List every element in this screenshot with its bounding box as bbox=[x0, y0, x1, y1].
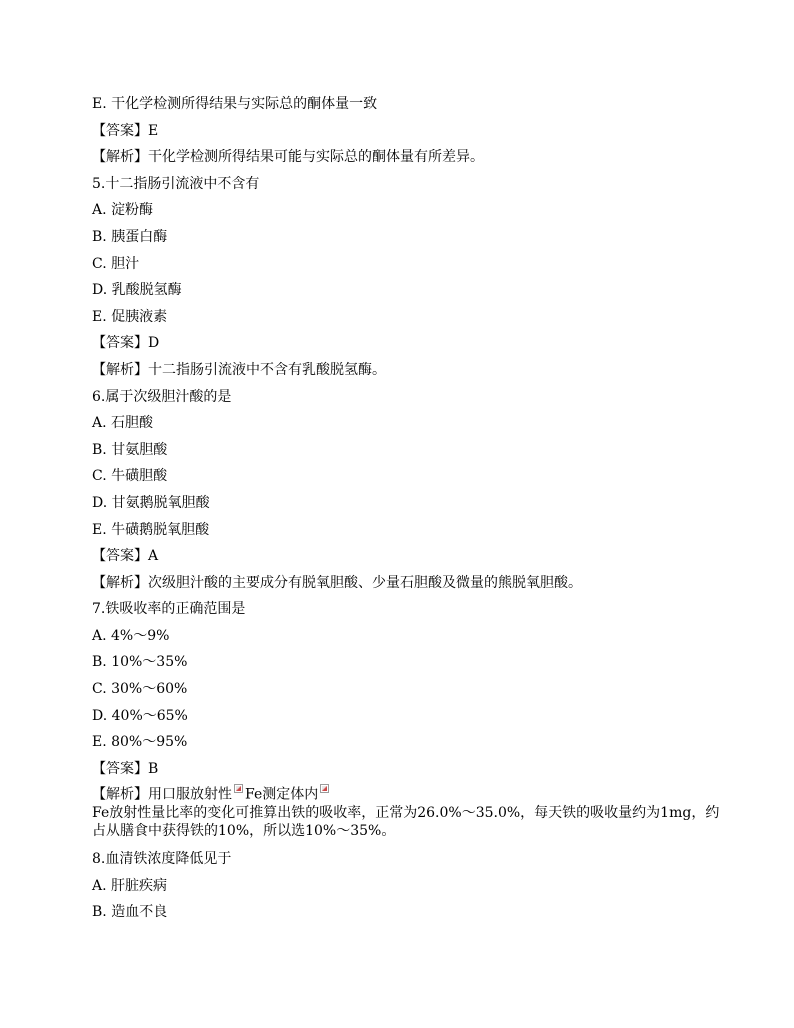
option-c-q7: C. 30%～60% bbox=[92, 681, 188, 698]
option-b-q8: B. 造血不良 bbox=[92, 904, 168, 921]
analysis-q5: 【解析】十二指肠引流液中不含有乳酸脱氢酶。 bbox=[92, 361, 386, 378]
broken-image-icon bbox=[234, 784, 243, 793]
option-d-q5: D. 乳酸脱氢酶 bbox=[92, 282, 182, 299]
option-e-q4: E. 干化学检测所得结果与实际总的酮体量一致 bbox=[92, 96, 378, 112]
option-a-q6: A. 石胆酸 bbox=[92, 415, 154, 432]
analysis-q7-part2: Fe测定体内 bbox=[245, 787, 319, 804]
option-b-q7: B. 10%～35% bbox=[92, 654, 188, 671]
answer-q4: 【答案】E bbox=[92, 122, 159, 139]
question-7: 7.铁吸收率的正确范围是 bbox=[92, 601, 246, 618]
option-b-q6: B. 甘氨胆酸 bbox=[92, 441, 168, 458]
option-c-q6: C. 牛磺胆酸 bbox=[92, 468, 168, 485]
option-d-q6: D. 甘氨鹅脱氧胆酸 bbox=[92, 494, 210, 511]
analysis-q7-part3: Fe放射性量比率的变化可推算出铁的吸收率，正常为26.0%～35.0%，每天铁的吸收量约为1mg，约占从膳食中获得铁的10%，所以选10%～35%。 bbox=[92, 805, 720, 840]
answer-q5: 【答案】D bbox=[92, 335, 160, 352]
option-c-q5: C. 胆汁 bbox=[92, 255, 140, 272]
broken-image-icon bbox=[320, 784, 329, 793]
option-a-q8: A. 肝脏疾病 bbox=[92, 877, 168, 894]
question-5: 5.十二指肠引流液中不含有 bbox=[92, 175, 260, 192]
option-e-q6: E. 牛磺鹅脱氧胆酸 bbox=[92, 521, 210, 538]
option-a-q5: A. 淀粉酶 bbox=[92, 202, 154, 219]
answer-q7: 【答案】B bbox=[92, 760, 159, 777]
analysis-q4: 【解析】干化学检测所得结果可能与实际总的酮体量有所差异。 bbox=[92, 149, 484, 166]
option-d-q7: D. 40%～65% bbox=[92, 707, 188, 724]
document-page bbox=[92, 91, 732, 926]
option-b-q5: B. 胰蛋白酶 bbox=[92, 228, 168, 245]
analysis-q6: 【解析】次级胆汁酸的主要成分有脱氧胆酸、少量石胆酸及微量的熊脱氧胆酸。 bbox=[92, 574, 582, 591]
option-a-q7: A. 4%～9% bbox=[92, 627, 170, 644]
option-e-q7: E. 80%～95% bbox=[92, 734, 188, 751]
answer-q6: 【答案】A bbox=[92, 548, 159, 565]
question-8: 8.血清铁浓度降低见于 bbox=[92, 851, 232, 868]
analysis-q7 bbox=[92, 782, 732, 846]
question-6: 6.属于次级胆汁酸的是 bbox=[92, 388, 232, 405]
analysis-q7-part1: 【解析】用口服放射性 bbox=[92, 787, 232, 804]
option-e-q5: E. 促胰液素 bbox=[92, 308, 168, 325]
